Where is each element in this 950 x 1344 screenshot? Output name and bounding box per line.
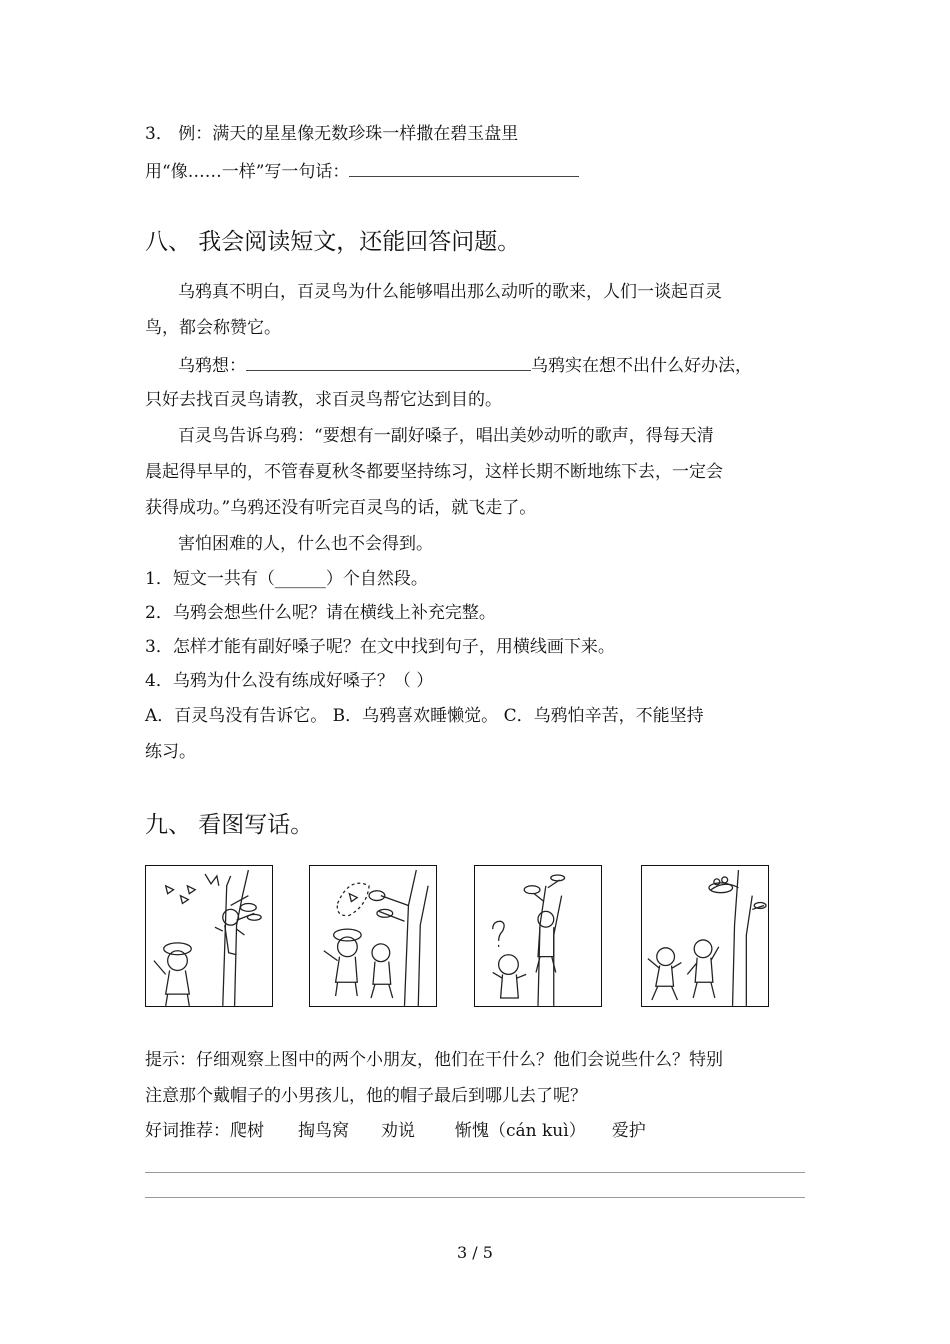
recommended-words: 好词推荐：爬树 掏鸟窝 劝说 惭愧（cán kuì） 爱护 bbox=[145, 1121, 646, 1141]
picture-panel-4 bbox=[641, 865, 769, 1007]
picture-panel-1 bbox=[145, 865, 273, 1007]
page-number: 3 / 5 bbox=[457, 1243, 493, 1262]
question-1: 1．短文一共有（______）个自然段。 bbox=[145, 569, 428, 589]
writing-line-2[interactable] bbox=[145, 1197, 805, 1198]
hint-line-1: 提示：仔细观察上图中的两个小朋友，他们在干什么？他们会说些什么？特别 bbox=[145, 1050, 723, 1070]
writing-line-1[interactable] bbox=[145, 1172, 805, 1173]
question-3: 3．怎样才能有副好嗓子呢？在文中找到句子，用横线画下来。 bbox=[145, 637, 615, 657]
paragraph-2-line-2: 只好去找百灵鸟请教，求百灵鸟帮它达到目的。 bbox=[145, 390, 502, 410]
picture-panel-2 bbox=[309, 865, 437, 1007]
paragraph-3-line-2: 晨起得早早的，不管春夏秋冬都要坚持练习，这样长期不断地练下去，一定会 bbox=[145, 462, 723, 482]
question-4-options: A．百灵鸟没有告诉它。 B．乌鸦喜欢睡懒觉。 C．乌鸦怕辛苦，不能坚持 bbox=[145, 706, 704, 726]
question-4-options-cont: 练习。 bbox=[145, 742, 196, 762]
question-2: 2．乌鸦会想些什么呢？请在横线上补充完整。 bbox=[145, 603, 496, 623]
paragraph-2-line-1: 乌鸦想： 乌鸦实在想不出什么好办法， bbox=[178, 352, 752, 378]
paragraph-3-line-1: 百灵鸟告诉乌鸦：“要想有一副好嗓子，唱出美妙动听的歌声，得每天清 bbox=[178, 426, 714, 446]
picture-panel-3 bbox=[474, 865, 602, 1007]
paragraph-1-line-2: 鸟，都会称赞它。 bbox=[145, 318, 281, 338]
hint-line-2: 注意那个戴帽子的小男孩儿，他的帽子最后到哪儿去了呢？ bbox=[145, 1086, 587, 1106]
example-sentence: 3． 例：满天的星星像无数珍珠一样撒在碧玉盘里 bbox=[145, 124, 519, 144]
paragraph-1-line-1: 乌鸦真不明白，百灵鸟为什么能够唱出那么动听的歌来，人们一谈起百灵 bbox=[178, 282, 722, 302]
paragraph-3-line-3: 获得成功。”乌鸦还没有听完百灵鸟的话，就飞走了。 bbox=[145, 498, 537, 518]
section-heading-9: 九、 看图写话。 bbox=[145, 812, 314, 838]
sentence-prompt: 用“像……一样”写一句话： bbox=[145, 158, 579, 184]
crow-thought-blank[interactable] bbox=[246, 352, 531, 371]
paragraph-4: 害怕困难的人，什么也不会得到。 bbox=[178, 534, 433, 554]
answer-blank[interactable] bbox=[349, 158, 579, 177]
question-4: 4．乌鸦为什么没有练成好嗓子？（ ） bbox=[145, 671, 434, 691]
section-heading-8: 八、 我会阅读短文，还能回答问题。 bbox=[145, 229, 521, 255]
